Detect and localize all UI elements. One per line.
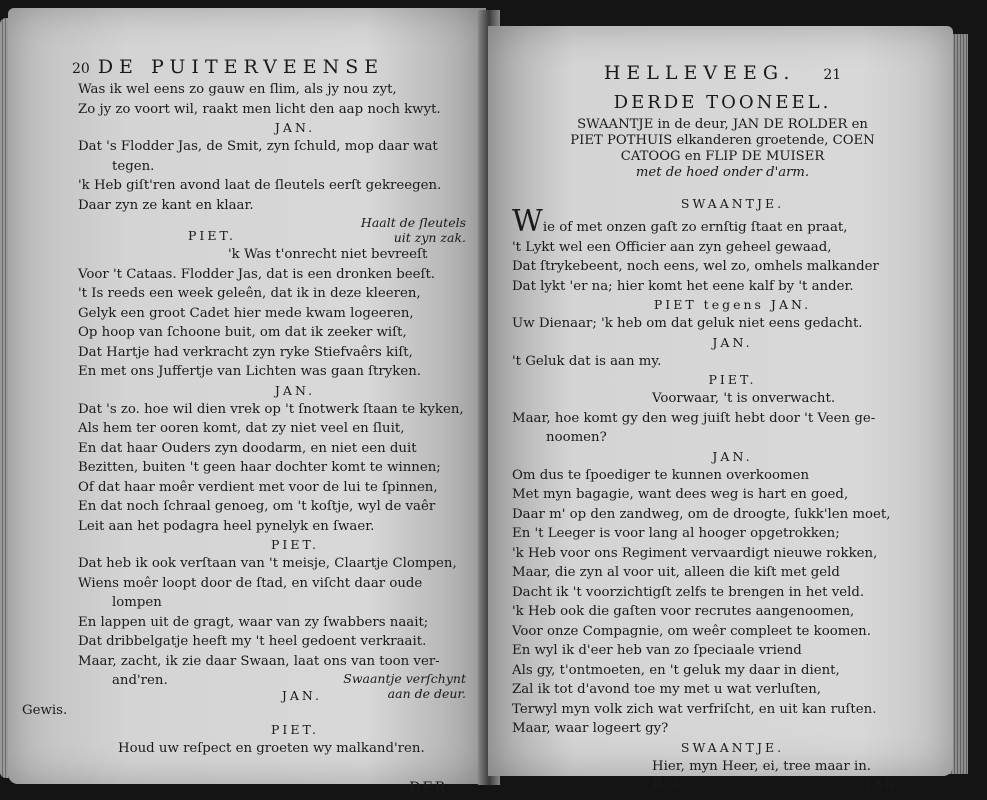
verse-line: Maar, waar logeert gy? [512, 721, 669, 736]
verse-line: and'ren. [112, 673, 168, 688]
verse-line: 'k Heb giſt'ren avond laat de ſleutels eerſt gekreegen. [78, 178, 442, 193]
verse-line: Zal ik tot d'avond toe my met u wat verluſten, [512, 682, 822, 697]
verse-line: Om dus te ſpoediger te kunnen overkoomen [512, 467, 810, 483]
left-speech-5 [78, 554, 472, 701]
left-page [8, 8, 486, 796]
right-speech-4 [512, 389, 933, 448]
verse-line: Dat heb ik ook verſtaan van 't meisje, Claartje Clompen, [78, 556, 457, 571]
left-speech-3 [78, 245, 472, 382]
verse-line: 'k Heb ook die gaſten voor recrutes aangenoomen, [512, 604, 855, 619]
verse-line: Dat 's zo. hoe wil dien vrek op 't ſnotwerk ſtaan te kyken, [78, 401, 464, 417]
verse-line: 't Lykt wel een Officier aan zyn geheel gewaad, [512, 239, 832, 255]
left-page-number: 20 [72, 61, 90, 77]
verse-line: 't Is reeds een week geleên, dat ik in deze kleeren, [78, 286, 421, 301]
left-speech-1 [78, 80, 472, 119]
signature-mark: B 3 [652, 776, 680, 791]
verse-line: Gewis. [22, 703, 68, 718]
left-speech-4 [78, 400, 472, 537]
left-running-head [72, 56, 472, 78]
verse-line: Voorwaar, 't is onverwacht. [652, 391, 836, 406]
scene-title: DERDE TOONEEL. [613, 92, 832, 113]
verse-line: En 't Leeger is voor lang al hooger opgetrokken; [512, 526, 840, 541]
verse-line: Was ik wel eens zo gauw en ſlim, als jy nou zyt, [78, 82, 397, 97]
verse-line: lompen [112, 595, 162, 610]
verse-line: Hier, myn Heer, ei, tree maar in. [652, 758, 871, 774]
verse-line: Voor onze Compagnie, om weêr compleet te koomen. [512, 623, 871, 639]
stage-direction-line: uit zyn zak. [393, 230, 466, 245]
right-catchword: JAN. [865, 776, 903, 791]
verse-line: Op hoop van ſchoone buit, om dat ik zeeker wiſt, [78, 325, 407, 340]
verse-line: 'k Was t'onrecht niet bevreeſt [228, 247, 428, 262]
verse-line: Gelyk een groot Cadet hier mede kwam logeeren, [78, 305, 414, 321]
verse-line: Houd uw reſpect en groeten wy malkand'ren. [118, 740, 425, 756]
verse-line: tegen. [112, 158, 155, 174]
stage-direction-line: aan de deur. [387, 686, 466, 701]
verse-line: Wiens moêr loopt door de ſtad, en viſcht daar oude [78, 575, 423, 591]
verse-line: En lappen uit de gragt, waar van zy ſwabbers naait; [78, 614, 429, 630]
speaker-label: JAN. [274, 120, 316, 135]
verse-line: Bezitten, buiten 't geen haar dochter komt te winnen; [78, 460, 441, 475]
verse-line: Maar, zacht, ik zie daar Swaan, laat ons van toon ver- [78, 653, 440, 669]
stage-direction [343, 671, 472, 701]
verse-line: Wie of met onzen gaſt zo ernſtig ſtaat en praat, [512, 204, 848, 239]
right-speech-1 [512, 204, 933, 296]
verse-line: Dat 's Flodder Jas, de Smit, zyn ſchuld, mop daar wat [78, 139, 438, 154]
verse-line: Als gy, t'ontmoeten, en 't geluk my daar in dient, [512, 662, 840, 678]
speaker-label: PIET tegens JAN. [653, 297, 812, 312]
stage-direction [361, 215, 472, 245]
verse-line: Maar, hoe komt gy den weg juiſt hebt door 't Veen ge- [512, 410, 876, 426]
verse-line: Met myn bagagie, want dees weg is hart en goed, [512, 487, 849, 502]
right-running-title: HELLEVEEG. [603, 62, 796, 84]
verse-line: Dacht ik 't voorzichtigſt zelfs te brengen in het veld. [512, 584, 865, 600]
verse-line: Dat Hartje had verkracht zyn ryke Stiefvaêrs kiſt, [78, 344, 413, 360]
verse-line: Dat lykt 'er na; hier komt het eene kalf by 't ander. [512, 278, 854, 294]
speaker-label: PIET. [271, 537, 319, 552]
verse-line: En dat noch ſchraal genoeg, om 't koſtje, wyl de vaêr [78, 499, 436, 514]
verse-line: Daar zyn ze kant en klaar. [78, 197, 254, 213]
speaker-label: JAN. [274, 382, 316, 398]
cast-line: PIET POTHUIS elkanderen groetende, COEN [570, 133, 875, 148]
verse-line: Terwyl myn volk zich wat verfriſcht, en uit kan ruſten. [512, 701, 877, 717]
verse-line: Of dat haar moêr verdient met voor de lui te ſpinnen, [78, 479, 438, 495]
right-page [488, 26, 953, 791]
verse-line: noomen? [546, 430, 607, 445]
right-speech-5 [512, 466, 933, 739]
speaker-label: PIET. [271, 721, 319, 737]
verse-line: En met ons Juffertje van Lichten was gaan ſtryken. [78, 364, 421, 379]
verse-line: Zo jy zo voort wil, raakt men licht den aap noch kwyt. [78, 101, 441, 117]
speaker-label: JAN. [281, 688, 322, 703]
cast-line: CATOOG en FLIP DE MUISER [620, 149, 825, 164]
verse-line: Voor 't Cataas. Flodder Jas, dat is een dronken beeſt. [78, 266, 436, 282]
verse-line: Dat dribbelgatje heeft my 't heel gedoent verkraait. [78, 634, 427, 649]
right-page-number: 21 [823, 67, 842, 83]
stage-direction-line: Swaantje verſchynt [343, 671, 466, 686]
speaker-with-stage-direction [78, 215, 472, 245]
speaker-label: PIET. [708, 372, 757, 387]
left-running-title: DE PUITERVEENSE [97, 56, 385, 78]
verse-line: 'k Heb voor ons Regiment vervaardigt nieuwe rokken, [512, 545, 878, 561]
right-page-footer [512, 776, 933, 791]
verse-line: Dat ſtrykebeent, noch eens, wel zo, omhels malkander [512, 259, 879, 274]
speaker-label: SWAANTJE. [680, 196, 785, 211]
speaker-label: PIET. [188, 228, 236, 243]
verse-line: En wyl ik d'eer heb van zo ſpeciaale vriend [512, 643, 802, 658]
verse-line: Daar m' op den zandweg, om de droogte, ſukk'len moet, [512, 506, 891, 522]
verse-line: Uw Dienaar; 'k heb om dat geluk niet eens gedacht. [512, 316, 863, 331]
right-running-head [512, 62, 933, 84]
cast-line: SWAANTJE in de deur, JAN DE ROLDER en [577, 117, 868, 132]
speaker-label: JAN. [712, 448, 753, 464]
verse-line: Als hem ter ooren komt, dat zy niet veel en ſluit, [78, 421, 405, 436]
left-speech-2 [78, 137, 472, 215]
verse-line: Leit aan het podagra heel pynelyk en ſwaer. [78, 518, 375, 534]
verse-line: 't Geluk dat is aan my. [512, 353, 662, 369]
speaker-label: JAN. [712, 334, 753, 350]
stage-direction-line: Haalt de ſleutels [360, 215, 466, 230]
cast-list [512, 117, 933, 181]
left-catchword: DER- [409, 780, 454, 796]
speaker-label: SWAANTJE. [680, 739, 785, 755]
cast-line: met de hoed onder d'arm. [635, 165, 810, 180]
verse-line: Maar, die zyn al voor uit, alleen die kiſt met geld [512, 565, 840, 580]
verse-line: En dat haar Ouders zyn doodarm, en niet een duit [78, 440, 417, 456]
